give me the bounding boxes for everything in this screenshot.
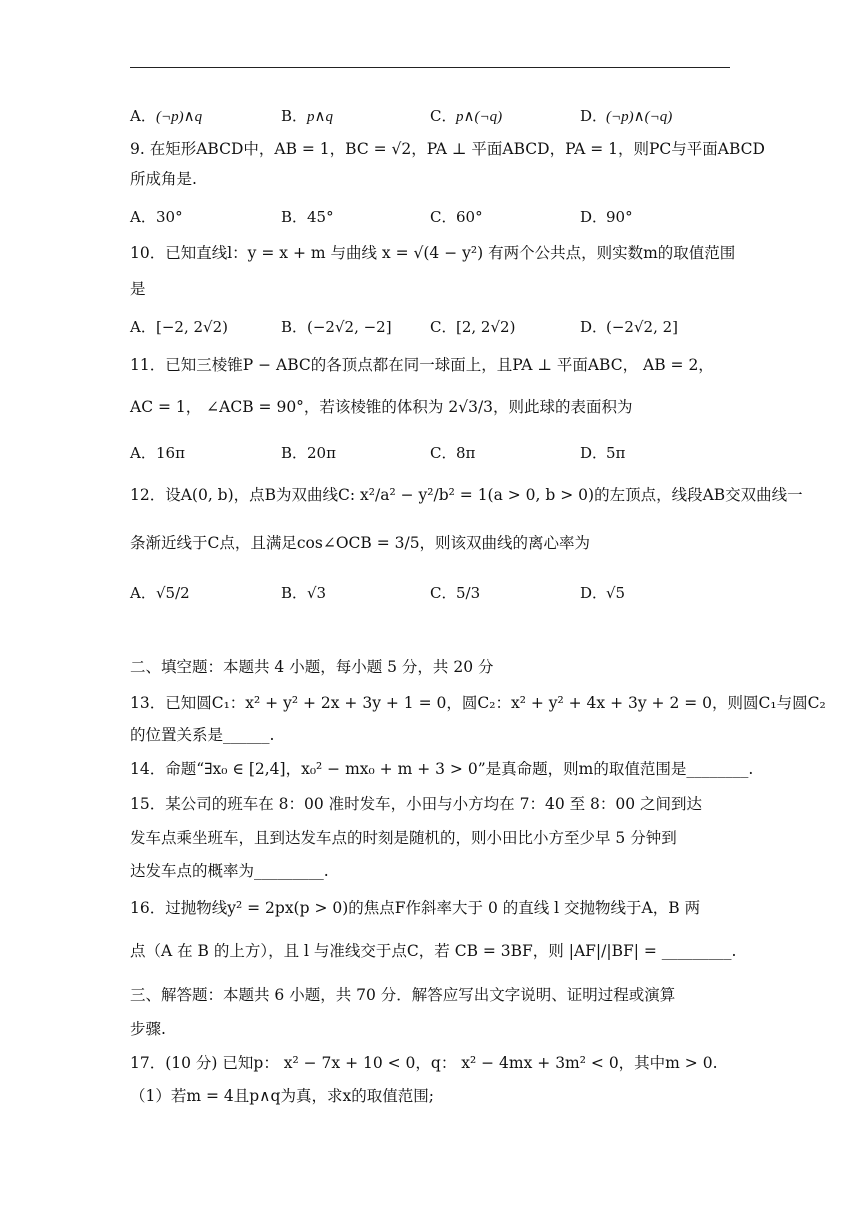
- q10-line1: 10．已知直线l：y = x + m 与曲线 x = √(4 − y²) 有两个公共点，则实数m的取值范围: [130, 244, 736, 262]
- q13-line2: 的位置关系是______.: [130, 726, 275, 744]
- q13-line1: 13．已知圆C₁：x² + y² + 2x + 3y + 1 = 0，圆C₂：x² + y² + 4x + 3y + 2 = 0，则圆C₁与圆C₂: [130, 694, 826, 712]
- q8-option-d: D．(¬p)∧(¬q): [580, 107, 673, 125]
- section2-heading: 二、填空题：本题共 4 小题，每小题 5 分，共 20 分: [130, 658, 494, 676]
- q10-option-b: B．(−2√2, −2]: [281, 318, 392, 336]
- section3-line2: 步骤.: [130, 1020, 166, 1038]
- q11-line1: 11．已知三棱锥P − ABC的各顶点都在同一球面上，且PA ⊥ 平面ABC， AB = 2，: [130, 356, 714, 374]
- q10-option-d: D．(−2√2, 2]: [580, 318, 678, 336]
- q11-option-d: D．5π: [580, 444, 626, 462]
- q17-line1: 17．(10 分) 已知p： x² − 7x + 10 < 0，q： x² − 4mx + 3m² < 0，其中m > 0.: [130, 1054, 718, 1072]
- q17-line2: （1）若m = 4且p∧q为真，求x的取值范围;: [130, 1087, 434, 1105]
- q12-option-b: B．√3: [281, 584, 327, 602]
- q11-option-b: B．20π: [281, 444, 336, 462]
- q8-option-b: B．p∧q: [281, 107, 333, 125]
- q9-line1: 9. 在矩形ABCD中，AB = 1，BC = √2，PA ⊥ 平面ABCD，PA = 1，则PC与平面ABCD: [130, 140, 765, 158]
- q16-line2: 点（A 在 B 的上方），且 l 与准线交于点C，若 CB = 3BF，则 |AF|/|BF| = _________.: [130, 942, 737, 960]
- q14-line1: 14．命题“∃x₀ ∈ [2,4]，x₀² − mx₀ + m + 3 > 0”是真命题，则m的取值范围是________.: [130, 760, 754, 778]
- q11-option-c: C．8π: [430, 444, 476, 462]
- q15-line3: 达发车点的概率为_________.: [130, 862, 329, 880]
- q9-line2: 所成角是.: [130, 170, 197, 188]
- q16-line1: 16．过抛物线y² = 2px(p > 0)的焦点F作斜率大于 0 的直线 l 交抛物线于A，B 两: [130, 899, 701, 917]
- section3-line1: 三、解答题：本题共 6 小题，共 70 分．解答应写出文字说明、证明过程或演算: [130, 986, 676, 1004]
- q8-option-a: A．(¬p)∧q: [130, 107, 203, 125]
- q12-option-c: C．5/3: [430, 584, 481, 602]
- q9-option-b: B．45°: [281, 208, 334, 226]
- q8-option-c: C．p∧(¬q): [430, 107, 503, 125]
- q15-line1: 15．某公司的班车在 8：00 准时发车，小田与小方均在 7：40 至 8：00 之间到达: [130, 795, 703, 813]
- q9-option-d: D．90°: [580, 208, 633, 226]
- q10-line2: 是: [130, 280, 146, 298]
- header-rule: [130, 67, 730, 68]
- q12-option-a: A．√5/2: [130, 584, 190, 602]
- q11-option-a: A．16π: [130, 444, 185, 462]
- q11-line2: AC = 1， ∠ACB = 90°，若该棱锥的体积为 2√3/3，则此球的表面积为: [130, 398, 633, 416]
- q9-option-a: A．30°: [130, 208, 183, 226]
- q12-line2: 条渐近线于C点，且满足cos∠OCB = 3/5，则该双曲线的离心率为: [130, 534, 591, 552]
- q9-option-c: C．60°: [430, 208, 483, 226]
- q12-line1: 12．设A(0, b)，点B为双曲线C: x²/a² − y²/b² = 1(a > 0, b > 0)的左顶点，线段AB交双曲线一: [130, 486, 803, 504]
- q15-line2: 发车点乘坐班车，且到达发车点的时刻是随机的，则小田比小方至少早 5 分钟到: [130, 829, 677, 847]
- q10-option-c: C．[2, 2√2): [430, 318, 516, 336]
- q12-option-d: D．√5: [580, 584, 626, 602]
- q10-option-a: A．[−2, 2√2): [130, 318, 228, 336]
